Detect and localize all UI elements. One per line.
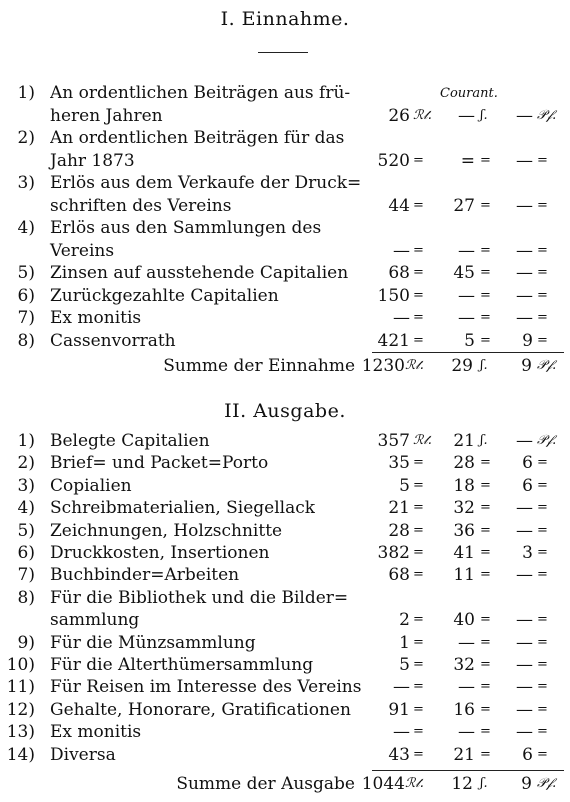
ledger-row-continuation [0,150,570,174]
amount-thaler: 26 [388,105,410,126]
unit-groschen: ʃ. [480,433,488,448]
row-label: Für die Bibliothek und die Bilder= [50,587,349,608]
row-label: Copialien [50,475,132,496]
unit-groschen: ʃ. [480,107,488,123]
amount-thaler: 68 [388,263,410,283]
unit-groschen: = [480,679,491,695]
unit-thaler: = [413,152,424,168]
amount-pfennig: — [516,105,533,126]
row-label-continuation: Jahr 1873 [50,150,135,171]
unit-pfennig: = [537,287,548,303]
ledger-row [0,127,570,151]
row-number: 1) [17,83,35,103]
row-label: An ordentlichen Beiträgen für das [50,128,345,148]
amount-pfennig: — [516,195,533,216]
ledger-row [0,721,570,745]
ledger-row-continuation [0,609,570,633]
amount-pfennig: 3 [522,543,533,563]
ledger-row-continuation [0,195,570,219]
row-label-continuation: Vereins [50,240,115,261]
amount-groschen: — [458,105,475,126]
ledger-row [0,676,570,700]
unit-thaler: = [413,612,424,628]
amount-thaler: 357 [377,431,410,451]
ledger-row [0,632,570,656]
row-number: 8) [17,587,35,608]
amount-groschen: 36 [453,520,475,541]
ledger-row [0,330,570,354]
unit-groschen: = [480,152,491,168]
unit-pfennig: = [537,242,548,258]
row-number: 1) [17,431,35,451]
amount-thaler: 421 [377,330,410,351]
amount-thaler: 382 [377,543,410,563]
row-label: Für die Münzsammlung [50,632,256,653]
unit-thaler: = [413,310,424,325]
unit-thaler: = [413,634,424,650]
amount-pfennig: — [516,498,533,519]
amount-groschen: 40 [453,610,475,631]
amount-thaler: — [393,308,410,328]
row-number: 6) [17,285,35,306]
unit-groschen: = [480,545,491,560]
row-label: Zurückgezahlte Capitalien [50,285,279,306]
ledger-row [0,82,570,106]
unit-groschen: = [480,522,491,538]
amount-thaler: — [393,722,410,743]
heading-rule [258,52,308,53]
unit-groschen: = [480,701,491,717]
amount-thaler: 2 [399,610,410,631]
row-label: Ex monitis [50,308,142,328]
row-label-continuation: sammlung [50,610,140,631]
unit-thaler: = [413,287,424,303]
sum-groschen-unit: ʃ. [480,776,488,791]
sum-thaler: 1230 [361,356,405,376]
amount-groschen: 16 [453,699,475,720]
unit-thaler: = [413,746,424,762]
unit-pfennig: = [537,332,548,348]
row-label: Zeichnungen, Holzschnitte [50,520,283,541]
ledger-row [0,564,570,588]
amount-groschen: = [460,150,475,171]
amount-groschen: — [458,240,475,261]
row-label: Gehalte, Honorare, Gratificationen [50,699,351,720]
row-number: 12) [6,699,35,720]
amount-pfennig: — [516,240,533,261]
row-label: An ordentlichen Beiträgen aus frü- [50,83,351,103]
unit-pfennig: = [537,545,548,560]
unit-groschen: = [480,265,491,280]
unit-groschen: = [480,197,491,213]
amount-thaler: 5 [399,475,410,496]
row-label: Cassenvorrath [50,330,176,351]
amount-pfennig: — [516,520,533,541]
row-label: Für die Alterthümersammlung [50,655,314,675]
unit-pfennig: 𝒫𝒻. [537,433,557,448]
unit-thaler: ℛ𝓉. [413,107,432,123]
row-label: Buchbinder=Arbeiten [50,565,240,586]
unit-groschen: = [480,455,491,471]
ledger-row [0,497,570,521]
unit-pfennig: = [537,567,548,583]
amount-groschen: — [458,632,475,653]
ledger-row [0,587,570,611]
unit-pfennig: = [537,265,548,280]
unit-pfennig: = [537,477,548,493]
unit-groschen: = [480,567,491,583]
unit-pfennig: = [537,152,548,168]
row-number: 6) [17,543,35,563]
row-number: 3) [17,173,35,193]
unit-thaler: = [413,657,424,672]
row-number: 14) [6,744,35,765]
sum-groschen: 12 [451,774,473,794]
amount-groschen: 5 [464,330,475,351]
amount-groschen: 32 [453,655,475,675]
ledger-row [0,744,570,768]
unit-thaler: = [413,522,424,538]
row-number: 4) [17,498,35,519]
unit-pfennig: = [537,657,548,672]
unit-pfennig: = [537,197,548,213]
row-label: Zinsen auf ausstehende Capitalien [50,263,349,283]
amount-groschen: 18 [453,475,475,496]
row-label: Für Reisen im Interesse des Vereins [50,677,362,698]
amount-thaler: 44 [388,195,410,216]
amount-groschen: 45 [453,263,475,283]
unit-groschen: = [480,242,491,258]
row-number: 4) [17,218,35,238]
ausgabe-sum-row [0,771,570,797]
sum-label: Summe der Einnahme [163,356,355,376]
row-label: Schreibmaterialien, Siegellack [50,498,316,519]
row-number: 5) [17,263,35,283]
unit-pfennig: 𝒫𝒻. [537,107,557,123]
row-label: Diversa [50,744,116,765]
amount-thaler: 28 [388,520,410,541]
unit-thaler: = [413,265,424,280]
unit-pfennig: = [537,500,548,516]
amount-pfennig: — [516,632,533,653]
einnahme-sum-row [0,353,570,379]
sum-thaler-unit: ℛ𝓉. [405,776,424,791]
unit-thaler: ℛ𝓉. [413,433,432,448]
row-label-continuation: heren Jahren [50,105,163,126]
unit-groschen: = [480,612,491,628]
amount-groschen: — [458,722,475,743]
amount-thaler: — [393,240,410,261]
amount-pfennig: — [516,722,533,743]
row-label: Ex monitis [50,722,142,743]
ledger-row [0,452,570,476]
unit-pfennig: = [537,679,548,695]
sum-pfennig-unit: 𝒫𝒻. [537,776,557,791]
unit-thaler: = [413,567,424,583]
amount-groschen: 11 [453,565,475,586]
unit-groschen: = [480,310,491,325]
amount-pfennig: — [516,431,533,451]
ledger-row-continuation [0,240,570,264]
amount-thaler: 35 [388,453,410,474]
ledger-row [0,654,570,678]
ledger-row [0,475,570,499]
amount-groschen: — [458,308,475,328]
row-label: Erlös aus dem Verkaufe der Druck= [50,173,362,193]
row-number: 8) [17,330,35,351]
unit-thaler: = [413,242,424,258]
row-number: 5) [17,520,35,541]
amount-thaler: 5 [399,655,410,675]
unit-pfennig: = [537,455,548,471]
amount-groschen: 27 [453,195,475,216]
ledger-row-continuation [0,105,570,129]
amount-thaler: — [393,677,410,698]
amount-groschen: 21 [453,431,475,451]
amount-groschen: — [458,285,475,306]
ledger-row [0,430,570,454]
unit-pfennig: = [537,522,548,538]
sum-groschen-unit: ʃ. [480,358,488,373]
sum-pfennig-unit: 𝒫𝒻. [537,358,557,373]
row-label-continuation: schriften des Vereins [50,195,232,216]
amount-pfennig: 6 [522,744,533,765]
unit-groschen: = [480,657,491,672]
currency-header: Courant. [440,86,498,101]
unit-thaler: = [413,455,424,471]
unit-thaler: = [413,332,424,348]
unit-groschen: = [480,477,491,493]
unit-thaler: = [413,477,424,493]
row-number: 13) [6,722,35,743]
amount-groschen: 28 [453,453,475,474]
amount-thaler: 68 [388,565,410,586]
unit-thaler: = [413,500,424,516]
amount-pfennig: — [516,610,533,631]
row-number: 10) [6,655,35,675]
unit-pfennig: = [537,310,548,325]
row-label: Erlös aus den Sammlungen des [50,218,322,238]
row-number: 3) [17,475,35,496]
unit-pfennig: = [537,724,548,740]
row-number: 11) [6,677,35,698]
amount-thaler: 91 [388,699,410,720]
ledger-row [0,172,570,196]
unit-pfennig: = [537,701,548,717]
amount-thaler: 21 [388,498,410,519]
amount-groschen: 32 [453,498,475,519]
row-label: Druckkosten, Insertionen [50,543,270,563]
amount-pfennig: 9 [522,330,533,351]
sum-pfennig: 9 [521,356,532,376]
amount-groschen: 41 [453,543,475,563]
amount-pfennig: — [516,677,533,698]
unit-thaler: = [413,197,424,213]
unit-groschen: = [480,332,491,348]
unit-thaler: = [413,724,424,740]
amount-thaler: 150 [377,285,410,306]
row-number: 2) [17,128,35,148]
unit-thaler: = [413,679,424,695]
amount-pfennig: 6 [522,475,533,496]
amount-pfennig: — [516,308,533,328]
unit-groschen: = [480,500,491,516]
amount-groschen: — [458,677,475,698]
ledger-row [0,285,570,309]
ledger-row [0,542,570,566]
sum-thaler-unit: ℛ𝓉. [405,358,424,373]
unit-groschen: = [480,634,491,650]
ausgabe-heading: II. Ausgabe. [224,400,346,422]
amount-thaler: 1 [399,632,410,653]
amount-pfennig: — [516,150,533,171]
ledger-row [0,520,570,544]
amount-pfennig: — [516,565,533,586]
ledger-row [0,699,570,723]
sum-thaler: 1044 [361,774,405,794]
amount-thaler: 43 [388,744,410,765]
ledger-row [0,307,570,331]
amount-pfennig: — [516,263,533,283]
amount-pfennig: — [516,655,533,675]
unit-thaler: = [413,701,424,717]
unit-pfennig: = [537,746,548,762]
unit-pfennig: = [537,612,548,628]
row-label: Brief= und Packet=Porto [50,453,269,474]
row-number: 2) [17,453,35,474]
amount-pfennig: — [516,285,533,306]
ledger-row [0,217,570,241]
sum-label: Summe der Ausgabe [176,774,355,794]
row-number: 9) [17,632,35,653]
row-number: 7) [17,308,35,328]
amount-pfennig: — [516,699,533,720]
sum-pfennig: 9 [521,774,532,794]
row-label: Belegte Capitalien [50,431,210,451]
einnahme-heading: I. Einnahme. [220,8,350,30]
unit-thaler: = [413,545,424,560]
unit-pfennig: = [537,634,548,650]
amount-groschen: 21 [453,744,475,765]
amount-thaler: 520 [377,150,410,171]
unit-groschen: = [480,724,491,740]
amount-pfennig: 6 [522,453,533,474]
ledger-row [0,262,570,286]
row-number: 7) [17,565,35,586]
unit-groschen: = [480,746,491,762]
unit-groschen: = [480,287,491,303]
sum-groschen: 29 [451,356,473,376]
